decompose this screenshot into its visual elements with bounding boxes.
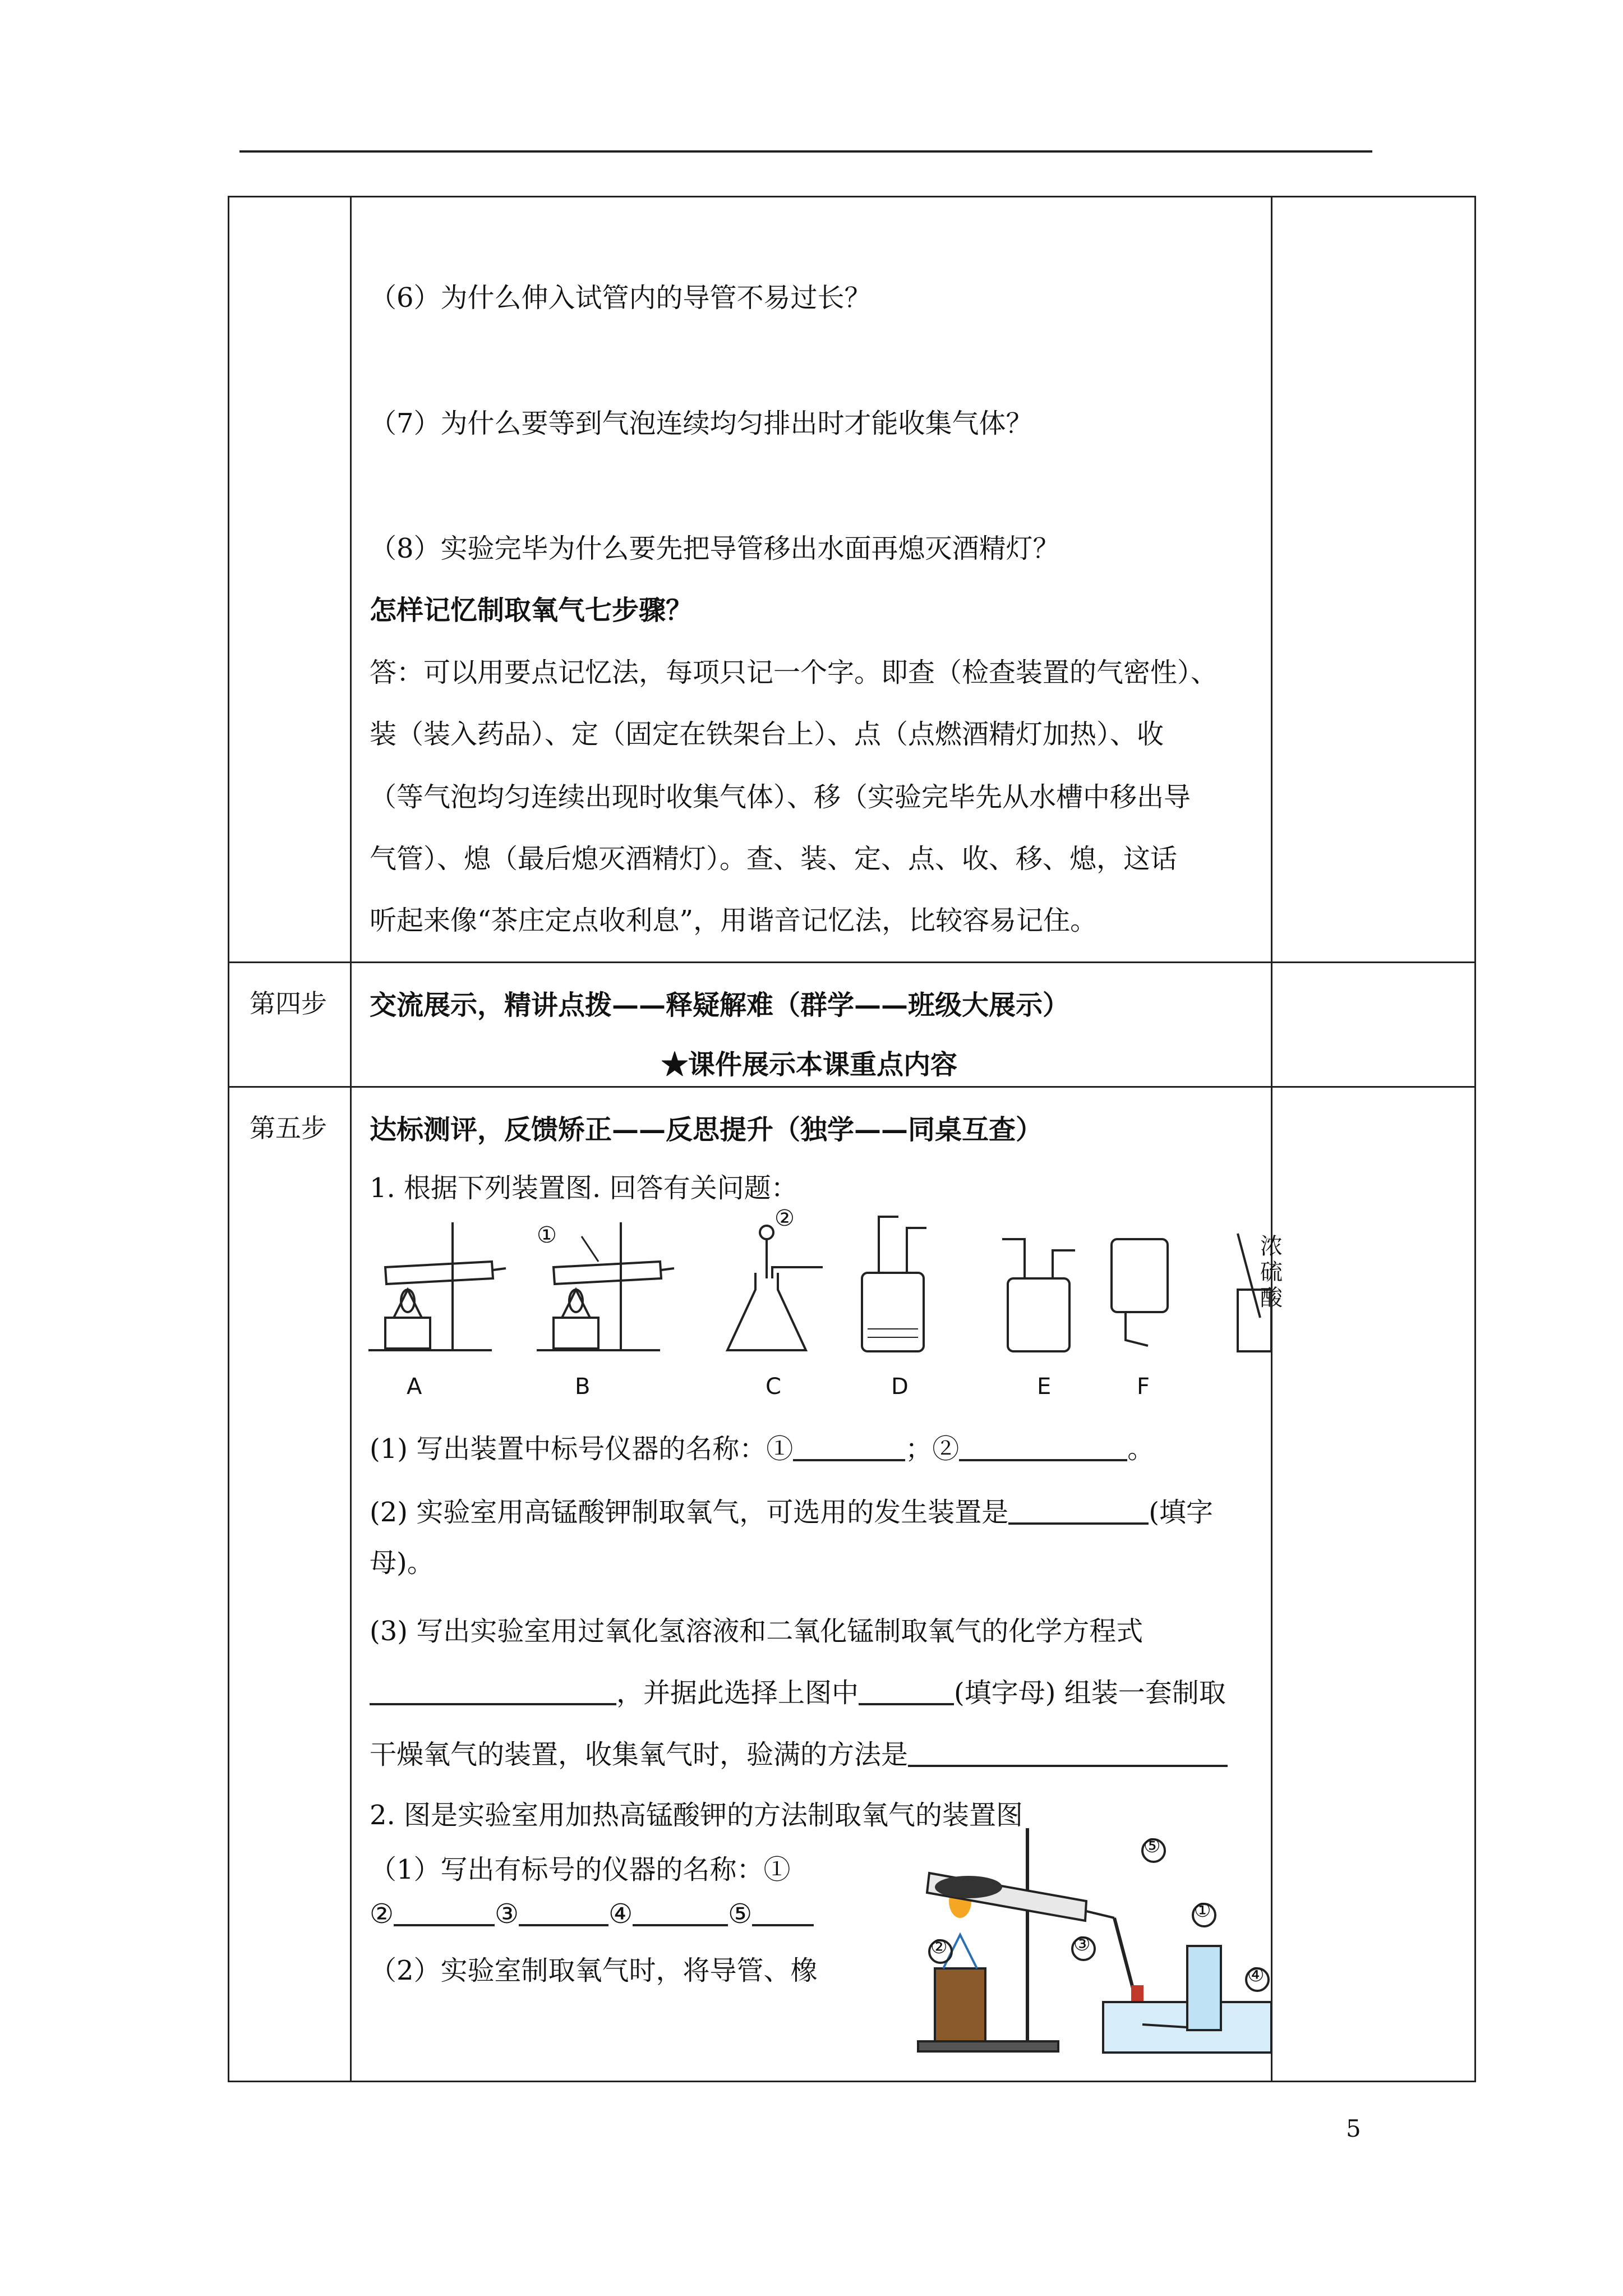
memory-answer-line-3: （等气泡均匀连续出现时收集气体）、移（实验完毕先从水槽中移出导 xyxy=(370,781,1191,813)
apparatus-e-gas-bottle xyxy=(1002,1239,1075,1351)
q1-part3-line2: ，并据此选择上图中 (填字母) 组装一套制取 xyxy=(370,1671,1226,1710)
q2-intro: 2. 图是实验室用加热高锰酸钾的方法制取氧气的装置图 xyxy=(370,1800,1023,1831)
q1-part2: (2) 实验室用高锰酸钾制取氧气，可选用的发生装置是 (填字 xyxy=(370,1497,1213,1528)
step5-label: 第五步 xyxy=(250,1113,327,1143)
row-continued xyxy=(229,197,1476,963)
note-cell xyxy=(1272,963,1476,1087)
fig2-marker-4: ④ xyxy=(1247,1964,1265,1986)
apparatus-c-conical-flask xyxy=(727,1226,823,1350)
memory-answer-line-1: 答：可以用要点记忆法，每项只记一个字。即查（检查装置的气密性）、 xyxy=(370,657,1218,688)
q2-part2: （2）实验室制取氧气时，将导管、橡 xyxy=(370,1955,818,1986)
label-c: C xyxy=(766,1374,781,1400)
lesson-plan-table xyxy=(228,196,1476,2082)
answer-blank[interactable] xyxy=(633,1902,728,1926)
apparatus-d-drying-bottle xyxy=(862,1217,926,1351)
row-step5 xyxy=(229,1087,1476,2082)
label-e: E xyxy=(1037,1374,1052,1400)
q2-part1-blanks: ② ③ ④ ⑤ xyxy=(370,1898,814,1930)
apparatus-b-heating-setup xyxy=(537,1222,674,1350)
apparatus-a-heating-setup xyxy=(368,1222,506,1350)
acid-label: 浓 硫 酸 xyxy=(1260,1234,1283,1311)
row-step4 xyxy=(229,963,1476,1087)
answer-blank[interactable] xyxy=(752,1902,814,1926)
fig2-marker-5: ⑤ xyxy=(1144,1835,1161,1857)
header-rule xyxy=(239,150,1372,153)
step4-title: 交流展示，精讲点拨——释疑解难（群学——班级大展示） xyxy=(370,990,1070,1021)
memory-answer-line-2: 装（装入药品）、定（固定在铁架台上）、点（点燃酒精灯加热）、收 xyxy=(370,719,1164,750)
answer-blank[interactable] xyxy=(370,1681,616,1705)
step4-label: 第四步 xyxy=(250,988,327,1019)
question-8: （8）实验完毕为什么要先把导管移出水面再熄灭酒精灯？ xyxy=(370,533,1060,564)
marker-1: ① xyxy=(537,1222,557,1248)
q1-intro: 1. 根据下列装置图. 回答有关问题： xyxy=(370,1172,798,1204)
answer-blank[interactable] xyxy=(1008,1500,1149,1525)
label-f: F xyxy=(1137,1374,1150,1400)
answer-blank[interactable] xyxy=(793,1437,905,1461)
step5-content-cell xyxy=(351,1087,1283,2082)
answer-blank[interactable] xyxy=(394,1902,495,1926)
step4-content-cell xyxy=(351,963,1272,1087)
step-cell-empty xyxy=(229,197,351,963)
answer-blank[interactable] xyxy=(519,1902,608,1926)
content-cell-questions xyxy=(351,197,1272,963)
note-cell xyxy=(1272,1087,1476,2082)
q2-part1: （1）写出有标号的仪器的名称：① xyxy=(370,1854,791,1885)
answer-blank[interactable] xyxy=(859,1681,954,1705)
fig2-marker-1: ① xyxy=(1194,1899,1211,1922)
label-a: A xyxy=(407,1374,422,1400)
step4-subtitle: ★课件展示本课重点内容 xyxy=(661,1049,957,1080)
apparatus-f-gas-bottle-inverted xyxy=(1112,1239,1168,1346)
answer-blank[interactable] xyxy=(908,1742,1228,1767)
page-number: 5 xyxy=(1346,2115,1361,2142)
q1-part2-line2: 母)。 xyxy=(370,1547,434,1579)
question-6: （6）为什么伸入试管内的导管不易过长？ xyxy=(370,282,872,314)
marker-2: ② xyxy=(774,1205,795,1231)
memory-answer-line-4: 气管）、熄（最后熄灭酒精灯）。查、装、定、点、收、移、熄，这话 xyxy=(370,843,1178,875)
memory-answer-line-5: 听起来像“茶庄定点收利息”，用谐音记忆法，比较容易记住。 xyxy=(370,905,1098,936)
step5-title: 达标测评，反馈矫正——反思提升（独学——同桌互查） xyxy=(370,1114,1043,1145)
fig2-marker-2: ② xyxy=(930,1936,948,1958)
apparatus-figure-a-to-f xyxy=(363,1205,1271,1391)
label-d: D xyxy=(891,1374,909,1400)
memory-title: 怎样记忆制取氧气七步骤？ xyxy=(370,595,693,626)
q1-part3-line3: 干燥氧气的装置，收集氧气时，验满的方法是 xyxy=(370,1733,1228,1772)
question-7: （7）为什么要等到气泡连续均匀排出时才能收集气体？ xyxy=(370,408,1033,439)
kmno4-heating-apparatus-figure xyxy=(907,1817,1277,2053)
note-cell xyxy=(1272,197,1476,963)
step4-cell xyxy=(229,963,351,1087)
step5-cell xyxy=(229,1087,351,2082)
q1-part3-line1: (3) 写出实验室用过氧化氢溶液和二氧化锰制取氧气的化学方程式 xyxy=(370,1616,1144,1647)
answer-blank[interactable] xyxy=(959,1437,1127,1461)
label-b: B xyxy=(575,1374,591,1400)
fig2-marker-3: ③ xyxy=(1073,1933,1091,1955)
q1-part1: (1) 写出装置中标号仪器的名称：① ；② 。 xyxy=(370,1433,1155,1465)
